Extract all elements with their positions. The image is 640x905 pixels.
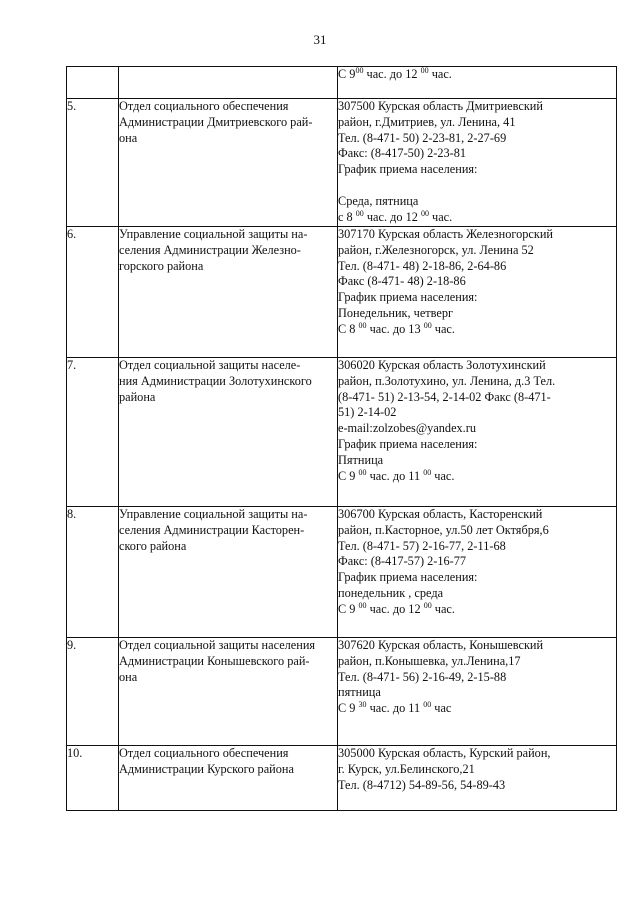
address-line — [338, 778, 616, 794]
address-line — [338, 243, 616, 259]
address-line — [338, 654, 616, 670]
organization-line: района — [119, 389, 156, 404]
organization-line: Отдел социального обеспечения — [119, 746, 289, 760]
address-text: г. Курск, ул.Белинского,21 — [338, 761, 475, 776]
organization-line: Администрации Курского района — [119, 761, 294, 776]
address-line — [338, 358, 616, 374]
address-line — [338, 670, 616, 686]
time-minutes-superscript: 00 — [423, 700, 432, 710]
address-text: район, г.Железногорск, ул. Ленина 52 — [338, 242, 534, 257]
address-text: Тел. (8-4712) 54-89-56, 54-89-43 — [338, 777, 506, 792]
organization-cell — [119, 746, 338, 811]
address-text: С 9 — [338, 67, 356, 81]
address-text: час. — [428, 67, 452, 81]
address-text: час. — [431, 321, 455, 336]
address-line — [338, 762, 616, 778]
organization-line: Отдел социального обеспечения — [119, 99, 289, 113]
organization-line: селения Администрации Железно- — [119, 242, 301, 257]
address-text: С 8 — [338, 321, 359, 336]
address-line — [338, 178, 616, 194]
address-text: час. до 11 — [366, 701, 424, 716]
time-minutes-superscript: 00 — [423, 467, 432, 477]
address-line — [338, 507, 616, 523]
address-text: час — [431, 701, 452, 716]
address-cell — [338, 638, 617, 746]
address-line — [338, 539, 616, 555]
address-text: 51) 2-14-02 — [338, 405, 397, 420]
table-row — [67, 67, 617, 99]
address-line — [338, 194, 616, 210]
organization-cell — [119, 99, 338, 227]
organization-cell — [119, 507, 338, 638]
address-line — [338, 67, 616, 83]
address-text: С 9 — [338, 468, 359, 483]
organization-line: Администрации Дмитриевского рай- — [119, 114, 313, 129]
organization-line: Управление социальной защиты на- — [119, 227, 308, 241]
table-row — [67, 746, 617, 811]
time-minutes-superscript: 00 — [358, 600, 367, 610]
address-line — [338, 306, 616, 322]
address-text: час. до 12 — [366, 601, 424, 616]
row-number: 10. — [67, 746, 119, 811]
address-text: С 9 — [338, 701, 359, 716]
time-minutes-superscript: 00 — [423, 320, 432, 330]
address-line — [338, 162, 616, 178]
address-text: Тел. (8-471- 57) 2-16-77, 2-11-68 — [338, 538, 506, 553]
time-minutes-superscript: 00 — [420, 66, 429, 75]
address-line — [338, 290, 616, 306]
address-cell — [338, 99, 617, 227]
time-minutes-superscript: 00 — [423, 600, 432, 610]
address-line — [338, 259, 616, 275]
address-text: С 9 — [338, 601, 359, 616]
address-text: час. до 13 — [366, 321, 424, 336]
organization-line: Управление социальной защиты на- — [119, 507, 308, 521]
address-text: 307500 Курская область Дмитриевский — [338, 99, 543, 113]
time-minutes-superscript: 00 — [358, 467, 367, 477]
address-line — [338, 701, 616, 717]
address-line — [338, 405, 616, 421]
row-number: 9. — [67, 638, 119, 746]
address-text: пятница — [338, 685, 381, 700]
address-text: час. — [428, 209, 453, 224]
organization-line: ния Администрации Золотухинского — [119, 373, 312, 388]
table-row — [67, 638, 617, 746]
address-text: район, п.Золотухино, ул. Ленина, д.3 Тел. — [338, 373, 556, 388]
address-line — [338, 570, 616, 586]
organization-line: Отдел социальной защиты населе- — [119, 358, 301, 372]
address-cell — [338, 358, 617, 507]
address-line — [338, 685, 616, 701]
address-text: График приема населения: — [338, 162, 478, 177]
address-text: Факс (8-471- 48) 2-18-86 — [338, 274, 466, 289]
organization-line: она — [119, 669, 138, 684]
address-text: Среда, пятница — [338, 193, 419, 208]
time-minutes-superscript: 00 — [420, 208, 429, 218]
time-minutes-superscript: 00 — [355, 208, 364, 218]
organization-line: она — [119, 130, 138, 145]
row-number: 5. — [67, 99, 119, 227]
address-line — [338, 437, 616, 453]
address-text: 307620 Курская область, Конышевский — [338, 638, 544, 652]
table-row — [67, 99, 617, 227]
organization-cell — [119, 227, 338, 358]
address-line — [338, 523, 616, 539]
time-minutes-superscript: 00 — [355, 66, 364, 75]
page-number: 31 — [313, 32, 327, 47]
address-text: Тел. (8-471- 48) 2-18-86, 2-64-86 — [338, 258, 507, 273]
address-line — [338, 586, 616, 602]
address-line — [338, 374, 616, 390]
address-cell — [338, 507, 617, 638]
organization-line: ского района — [119, 538, 187, 553]
address-text: График приема населения: — [338, 290, 478, 305]
address-text: понедельник , среда — [338, 585, 444, 600]
address-line — [338, 227, 616, 243]
address-text: График приема населения: — [338, 570, 478, 585]
time-minutes-superscript: 30 — [358, 700, 367, 710]
address-line — [338, 210, 616, 226]
address-line — [338, 638, 616, 654]
organization-line: селения Администрации Касторен- — [119, 522, 305, 537]
address-text: 306020 Курская область Золотухинский — [338, 358, 546, 372]
address-line — [338, 421, 616, 437]
organization-cell — [119, 358, 338, 507]
address-line — [338, 602, 616, 618]
address-text: 305000 Курская область, Курский район, — [338, 746, 551, 760]
address-line — [338, 469, 616, 485]
address-line — [338, 554, 616, 570]
address-text: Факс: (8-417-50) 2-23-81 — [338, 146, 467, 161]
address-line — [338, 746, 616, 762]
organization-line: Отдел социальной защиты населения — [119, 638, 316, 652]
address-line — [338, 390, 616, 406]
table-row — [67, 358, 617, 507]
address-line — [338, 453, 616, 469]
address-line — [338, 115, 616, 131]
row-number — [67, 67, 119, 99]
address-text: (8-471- 51) 2-13-54, 2-14-02 Факс (8-471- — [338, 389, 551, 404]
address-text: 306700 Курская область, Касторенский — [338, 507, 543, 521]
address-text: район, п.Конышевка, ул.Ленина,17 — [338, 653, 521, 668]
address-text: 307170 Курская область Железногорский — [338, 227, 553, 241]
address-line — [338, 322, 616, 338]
address-line — [338, 131, 616, 147]
table-row — [67, 507, 617, 638]
address-line — [338, 146, 616, 162]
address-text: e-mail:zolzobes@yandex.ru — [338, 421, 476, 436]
address-cell — [338, 67, 617, 99]
time-minutes-superscript: 00 — [358, 320, 367, 330]
row-number: 7. — [67, 358, 119, 507]
address-text: Тел. (8-471- 56) 2-16-49, 2-15-88 — [338, 669, 507, 684]
organization-cell — [119, 67, 338, 99]
organization-line: горского района — [119, 258, 204, 273]
table-row — [67, 227, 617, 358]
address-text: Пятница — [338, 452, 384, 467]
organization-line: Администрации Конышевского рай- — [119, 653, 310, 668]
address-text: Факс: (8-417-57) 2-16-77 — [338, 554, 467, 569]
address-text: район, г.Дмитриев, ул. Ленина, 41 — [338, 114, 516, 129]
address-cell — [338, 746, 617, 811]
address-text: час. до 11 — [366, 468, 424, 483]
row-number: 6. — [67, 227, 119, 358]
address-text: с 8 — [338, 209, 356, 224]
address-text: час. до 12 — [363, 67, 421, 81]
address-line — [338, 99, 616, 115]
address-text: район, п.Касторное, ул.50 лет Октября,6 — [338, 522, 549, 537]
address-line — [338, 274, 616, 290]
address-text: час. до 12 — [363, 209, 421, 224]
address-cell — [338, 227, 617, 358]
address-text: График приема населения: — [338, 436, 478, 451]
organization-cell — [119, 638, 338, 746]
row-number: 8. — [67, 507, 119, 638]
address-text: Тел. (8-471- 50) 2-23-81, 2-27-69 — [338, 130, 507, 145]
address-text: час. — [431, 468, 455, 483]
address-text: Понедельник, четверг — [338, 305, 454, 320]
departments-table — [66, 66, 617, 811]
address-text: час. — [431, 601, 455, 616]
